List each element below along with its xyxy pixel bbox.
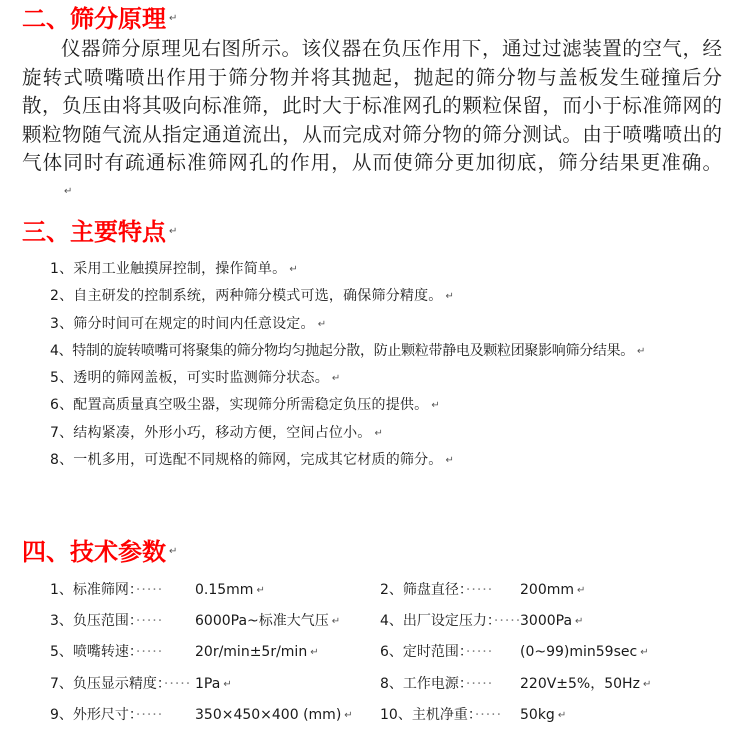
- paragraph-mark-icon: ↵: [317, 318, 327, 330]
- section-3-title: 三、主要特点: [22, 218, 166, 246]
- section-2-heading: [22, 5, 177, 33]
- paragraph-mark-icon: ↵: [445, 455, 455, 467]
- feature-text: 3、筛分时间可在规定的时间内任意设定。: [50, 315, 315, 332]
- feature-item: [50, 392, 740, 419]
- spec-value: 200mm ↵: [520, 582, 586, 598]
- principle-paragraph: [22, 35, 722, 206]
- feature-text: 8、一机多用，可选配不同规格的筛网，完成其它材质的筛分。: [50, 452, 443, 469]
- paragraph-mark-icon: ↵: [169, 546, 178, 557]
- spec-label: 6、定时范围：·····: [380, 644, 494, 661]
- spec-label: 5、喷嘴转速：·····: [50, 644, 164, 661]
- spec-label: 8、工作电源：·····: [380, 675, 494, 692]
- feature-item: [50, 256, 740, 283]
- paragraph-mark-icon: ↵: [64, 185, 73, 197]
- spec-label: 10、主机净重：·····: [380, 706, 503, 723]
- spec-row: [50, 606, 740, 637]
- section-2-title: 二、筛分原理: [22, 5, 166, 33]
- spec-row: [50, 637, 740, 668]
- paragraph-mark-icon: ↵: [331, 373, 341, 385]
- feature-item: [50, 447, 740, 474]
- spec-value: 0.15mm ↵: [195, 582, 265, 598]
- spec-value: 1Pa ↵: [195, 675, 232, 692]
- spec-label: 4、出厂设定压力：·····: [380, 613, 522, 630]
- spec-value: 6000Pa~标准大气压 ↵: [195, 613, 341, 630]
- spec-row: [50, 669, 740, 700]
- spec-value: 350×450×400 (mm) ↵: [195, 706, 353, 723]
- spec-value: (0~99)min59sec ↵: [520, 644, 649, 661]
- principle-text: 仪器筛分原理见右图所示。该仪器在负压作用下，通过过滤装置的空气，经旋转式喷嘴喷出作用于筛分物并将其抛起，抛起的筛分物与盖板发生碰撞后分散，负压由将其吸向标准筛，此时大于标准网孔的颗粒保留，而小于标准筛网的颗粒物随气流从指定通道流出，从而完成对筛分物的筛分测试。由于喷嘴喷出的气体同时有疏通标准筛网孔的作用，从而使筛分更加彻底，筛分结果更准确。: [22, 37, 722, 174]
- feature-text: 6、配置高质量真空吸尘器，实现筛分所需稳定负压的提供。: [50, 397, 429, 414]
- spec-row: [50, 575, 740, 606]
- feature-text: 4、特制的旋转喷嘴可将聚集的筛分物均匀抛起分散，防止颗粒带静电及颗粒团聚影响筛分结果。: [50, 342, 635, 359]
- section-4-heading: [22, 538, 177, 566]
- feature-item: [50, 420, 740, 447]
- paragraph-mark-icon: ↵: [374, 427, 384, 439]
- spec-value: 20r/min±5r/min ↵: [195, 644, 319, 661]
- feature-text: 2、自主研发的控制系统，两种筛分模式可选，确保筛分精度。: [50, 288, 443, 305]
- feature-item: [50, 338, 740, 365]
- feature-item: [50, 365, 740, 392]
- section-3-heading: [22, 218, 177, 246]
- paragraph-mark-icon: ↵: [637, 345, 646, 357]
- feature-text: 5、透明的筛网盖板，可实时监测筛分状态。: [50, 370, 329, 387]
- spec-label: 1、标准筛网：·····: [50, 582, 164, 598]
- paragraph-mark-icon: ↵: [445, 291, 455, 303]
- spec-label: 3、负压范围：·····: [50, 613, 164, 630]
- paragraph-mark-icon: ↵: [431, 400, 440, 412]
- paragraph-mark-icon: ↵: [169, 13, 178, 24]
- feature-item: [50, 311, 740, 338]
- spec-table: [50, 575, 740, 731]
- spec-value: 50kg ↵: [520, 706, 567, 723]
- principle-paragraph-block: [22, 35, 722, 206]
- spec-value: 3000Pa ↵: [520, 613, 584, 630]
- spec-label: 9、外形尺寸：·····: [50, 706, 164, 723]
- paragraph-mark-icon: ↵: [169, 226, 178, 237]
- feature-text: 1、采用工业触摸屏控制，操作简单。: [50, 261, 287, 277]
- spec-row: [50, 700, 740, 731]
- spec-label: 7、负压显示精度：·····: [50, 675, 192, 692]
- section-4-title: 四、技术参数: [22, 538, 166, 566]
- feature-item: [50, 283, 740, 310]
- features-list: [50, 256, 740, 474]
- feature-text: 7、结构紧凑，外形小巧，移动方便，空间占位小。: [50, 424, 372, 441]
- spec-value: 220V±5%，50Hz ↵: [520, 675, 652, 692]
- spec-label: 2、筛盘直径：·····: [380, 582, 494, 598]
- paragraph-mark-icon: ↵: [289, 264, 298, 275]
